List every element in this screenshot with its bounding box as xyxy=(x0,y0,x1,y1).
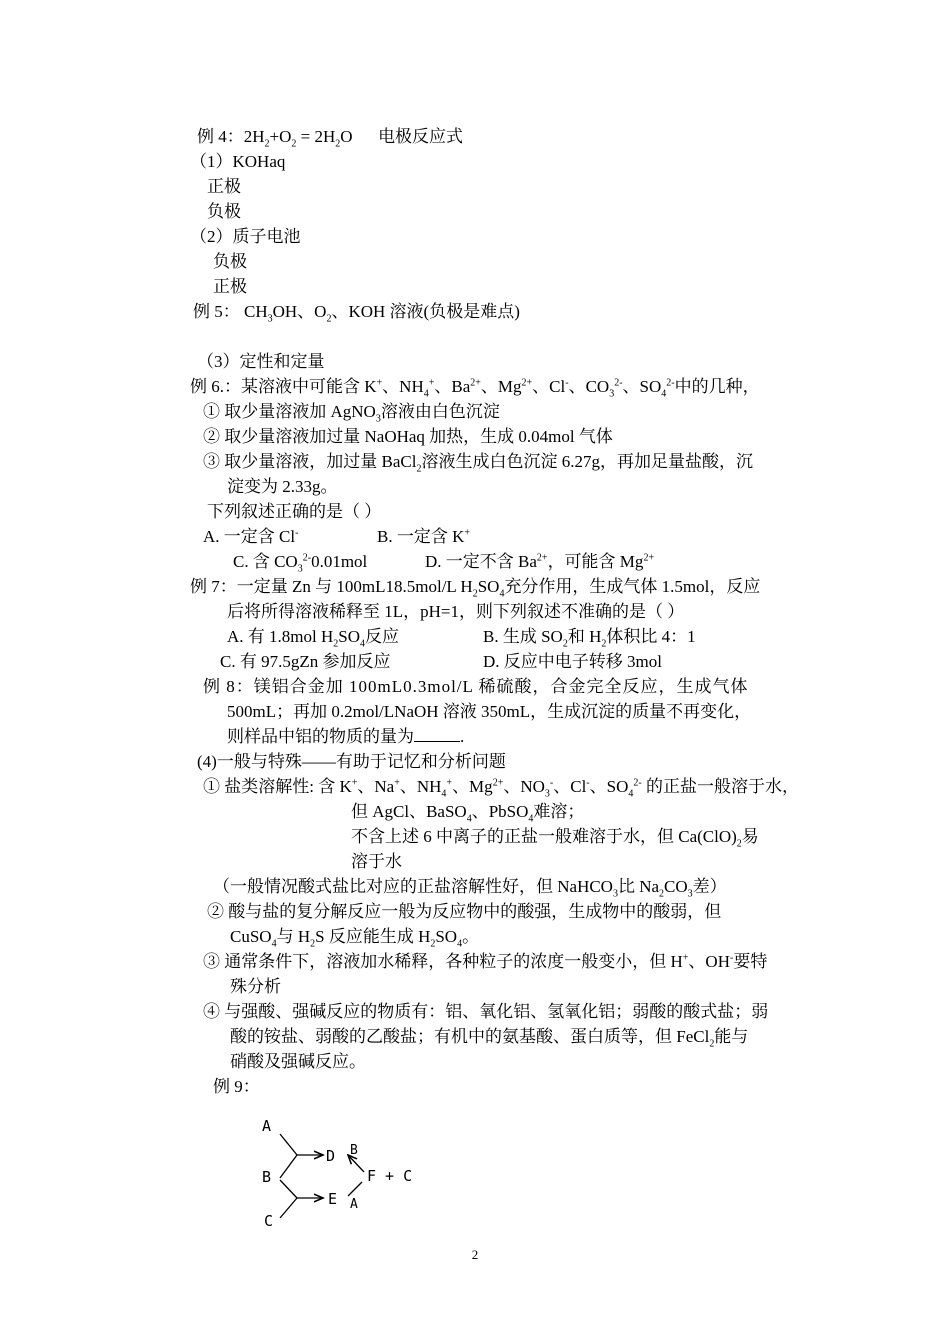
t: 、CO xyxy=(568,377,610,396)
t: 0.01mol xyxy=(311,552,368,571)
line-a-mid xyxy=(280,1134,297,1155)
t: A. 一定含 Cl xyxy=(203,527,296,546)
s4-item3-line1: ③ 通常条件下，溶液加水稀释，各种粒子的浓度一般变小，但 H+、OH-要特 xyxy=(203,952,768,971)
label-c: C xyxy=(264,1212,274,1230)
t: 例 6.：某溶液中可能含 K xyxy=(190,377,377,396)
t: 比 Na xyxy=(617,877,660,896)
t: 但 AgCl、BaSO xyxy=(351,802,467,821)
ex7-line1: 例 7：一定量 Zn 与 100mL18.5mol/L $H_2SO_4$充分作用，生成气体 1.5mol，反应 xyxy=(190,577,761,600)
t: 体积比 4：1 xyxy=(606,627,696,646)
t: ① 盐类溶解性: 含 K xyxy=(203,777,352,796)
t: 、OH xyxy=(688,952,730,971)
ex6-step2: ② 取少量溶液加过量 NaOHaq 加热，生成 0.04mol 气体 xyxy=(203,427,613,446)
s4-item1-line3: 不含上述 6 中离子的正盐一般难溶于水，但 $Ca(ClO)_2$易 xyxy=(351,827,759,850)
ex5-a: 例 5： CH xyxy=(193,302,268,321)
s4-item2-line2: CuSO$_4$与 $H_2S$ 反应能生成 $H_2SO_4$。 xyxy=(230,927,480,950)
line-c-up xyxy=(280,1198,297,1218)
s4-item1-line4: 溶于水 xyxy=(351,852,402,871)
s4-item1-line2: 但 AgCl、BaSO$_4$、PbSO$_4$难溶； xyxy=(351,802,585,825)
t: 、Cl xyxy=(532,377,566,396)
t: 、SO xyxy=(589,777,629,796)
ex4-text3: = 2H xyxy=(296,127,336,146)
ex6-option-b: B. 一定含 K+ xyxy=(377,527,471,546)
t: 、NH xyxy=(382,377,424,396)
t: 。 xyxy=(462,927,480,946)
s4-item2-line1: ② 酸与盐的复分解反应一般为反应物中的酸强，生成物中的酸弱，但 xyxy=(207,902,722,921)
ex6-question: 下列叙述正确的是（ ） xyxy=(207,502,382,521)
zhengji-1: 正极 xyxy=(207,177,241,196)
ex6-option-d: D. 一定不含 $Ba^{2+}$，可能含 $Mg^{2+}$ xyxy=(425,552,655,571)
ex7-option-c: C. 有 97.5gZn 参加反应 xyxy=(220,652,391,671)
arrow-e-f xyxy=(348,1182,362,1196)
ex8-line1: 例 8：镁铝合金加 100mL0.3mol/L 稀硫酸，合金完全反应，生成气体 xyxy=(203,677,749,696)
kohaq-line: （1）KOHaq xyxy=(190,152,286,171)
s4-item4-line3: 硝酸及强碱反应。 xyxy=(230,1052,366,1071)
t: SO xyxy=(338,627,360,646)
t: 溶液由白色沉淀 xyxy=(380,402,500,421)
proton-line: （2）质子电池 xyxy=(190,227,301,246)
t: 溶液生成白色沉淀 6.27g，再加足量盐酸，沉 xyxy=(421,452,753,471)
label-a: A xyxy=(262,1117,272,1135)
t: C. 含 CO xyxy=(233,552,298,571)
ex4-extra: 电极反应式 xyxy=(378,127,464,146)
section-3-title: （3）定性和定量 xyxy=(197,352,325,371)
t: 、Ba xyxy=(434,377,471,396)
t: 难溶； xyxy=(533,802,585,821)
ex7-line2: 后将所得溶液稀释至 1L，pH=1，则下列叙述不准确的是（ ） xyxy=(227,602,685,621)
t: 、Mg xyxy=(452,777,493,796)
s4-item1-line1: ① 盐类溶解性: 含 K+、Na+、$NH_4^+$、$Mg^{2+}$、$NO_3^-$、Cl-、$SO_4^{2-}$ 的正盐一般溶于水， xyxy=(203,777,799,800)
t: 、Na xyxy=(357,777,395,796)
label-b-small: B xyxy=(350,1143,358,1158)
t: 则样品中铝的物质的量为 xyxy=(227,727,414,746)
t: SO xyxy=(477,577,500,596)
label-e: E xyxy=(328,1190,338,1208)
t: 充分作用，生成气体 1.5mol，反应 xyxy=(504,577,761,596)
ex6-option-c: C. 含 $CO_3^{2-}0.01mol$ xyxy=(233,552,368,575)
line-b-down xyxy=(280,1180,297,1198)
ex4-line: 例 4：$2H_2+O_2 = 2H_2O$ 电极反应式 xyxy=(197,127,464,150)
t: ① 取少量溶液加 AgNO xyxy=(203,402,376,421)
t: 例 7：一定量 Zn 与 100mL18.5mol/L H xyxy=(190,577,473,596)
t: 不含上述 6 中离子的正盐一般难溶于水，但 Ca(ClO) xyxy=(351,827,737,846)
ex6-line1: 例 6.：某溶液中可能含 K+、$NH_4^+$、$Ba^{2+}$、$Mg^{2+}$、Cl-、$CO_3^{2-}$、$SO_4^{2-}$中的几种， xyxy=(190,377,760,400)
ex7-option-d: D. 反应中电子转移 3mol xyxy=(483,652,662,671)
fuji-2: 负极 xyxy=(213,252,247,271)
t: S 反应能生成 H xyxy=(315,927,431,946)
t: A. 有 1.8mol H xyxy=(227,627,334,646)
s4-item4-line2: 酸的铵盐、弱酸的乙酸盐；有机中的氨基酸、蛋白质等，但 FeCl$_2$能与 xyxy=(230,1027,749,1050)
t: B. 生成 SO xyxy=(483,627,563,646)
t: ，可能含 Mg xyxy=(547,552,644,571)
note-line: （一般情况酸式盐比对应的正盐溶解性好，但 NaHCO$_3$比 $Na_2CO_3$差） xyxy=(213,877,727,900)
t: 要特 xyxy=(733,952,768,971)
section-4-title: (4)一般与特殊——有助于记忆和分析问题 xyxy=(197,752,506,771)
ex4-text2: +O xyxy=(269,127,292,146)
t: CO xyxy=(664,877,688,896)
t: 的正盐一般溶于水， xyxy=(641,777,799,796)
ex6-step3: ③ 取少量溶液，加过量 BaCl$_2$溶液生成白色沉淀 6.27g，再加足量盐酸，沉 xyxy=(203,452,753,475)
t: 能与 xyxy=(714,1027,749,1046)
t: ③ 通常条件下，溶液加水稀释，各种粒子的浓度一般变小，但 H xyxy=(203,952,683,971)
t: 反应 xyxy=(364,627,399,646)
t: ③ 取少量溶液，加过量 BaCl xyxy=(203,452,417,471)
t: 酸的铵盐、弱酸的乙酸盐；有机中的氨基酸、蛋白质等，但 FeCl xyxy=(230,1027,710,1046)
t: B. 一定含 K xyxy=(377,527,465,546)
line-b-up xyxy=(280,1155,297,1178)
s4-item3-line2: 殊分析 xyxy=(230,977,281,996)
ex5-line: 例 5： $CH_3OH$、$O_2$、KOH 溶液(负极是难点) xyxy=(193,302,520,325)
t: 、SO xyxy=(622,377,662,396)
ex8-line3: 则样品中铝的物质的量为 . xyxy=(227,727,465,746)
ex4-text4: O xyxy=(340,127,353,146)
t: 、NO xyxy=(503,777,545,796)
t: 差） xyxy=(692,877,727,896)
t: 易 xyxy=(741,827,759,846)
t: 、NH xyxy=(399,777,442,796)
t: CuSO xyxy=(230,927,272,946)
t: 、Cl xyxy=(553,777,587,796)
page-number: 2 xyxy=(471,1247,479,1262)
answer-blank xyxy=(414,727,460,742)
ex6-step1: ① 取少量溶液加 AgNO$_3$溶液由白色沉淀 xyxy=(203,402,500,425)
ex6-option-a: A. 一定含 Cl- xyxy=(203,527,299,546)
zhengji-2: 正极 xyxy=(213,277,247,296)
ex7-option-b: B. 生成 $SO_2$和 $H_2$体积比 4：1 xyxy=(483,627,696,650)
ex9-label: 例 9： xyxy=(213,1077,260,1096)
t: 中的几种， xyxy=(674,377,760,396)
reaction-diagram xyxy=(250,1110,450,1240)
label-d: D xyxy=(326,1147,336,1165)
t: D. 一定不含 Ba xyxy=(425,552,537,571)
label-f-c: F + C xyxy=(367,1167,413,1185)
ex5-c: 、KOH 溶液(负极是难点) xyxy=(331,302,520,321)
ex4-text: 例 4：2H xyxy=(197,127,265,146)
ex6-step3-cont: 淀变为 2.33g。 xyxy=(227,477,338,496)
t: 、PbSO xyxy=(471,802,529,821)
fuji-1: 负极 xyxy=(207,202,241,221)
label-a-small: A xyxy=(350,1197,358,1212)
t: （一般情况酸式盐比对应的正盐溶解性好，但 NaHCO xyxy=(213,877,613,896)
ex5-b: OH、O xyxy=(272,302,327,321)
t: 与 H xyxy=(276,927,311,946)
t: 、Mg xyxy=(480,377,522,396)
label-b: B xyxy=(262,1168,272,1186)
ex7-option-a: A. 有 1.8mol $H_2SO_4$反应 xyxy=(227,627,399,650)
s4-item4-line1: ④ 与强酸、强碱反应的物质有：铝、氧化铝、氢氧化铝；弱酸的酸式盐；弱 xyxy=(203,1002,769,1021)
t: 和 H xyxy=(567,627,602,646)
t: SO xyxy=(435,927,458,946)
ex8-line2: 500mL；再加 0.2mol/LNaOH 溶液 350mL，生成沉淀的质量不再变化， xyxy=(227,702,752,721)
